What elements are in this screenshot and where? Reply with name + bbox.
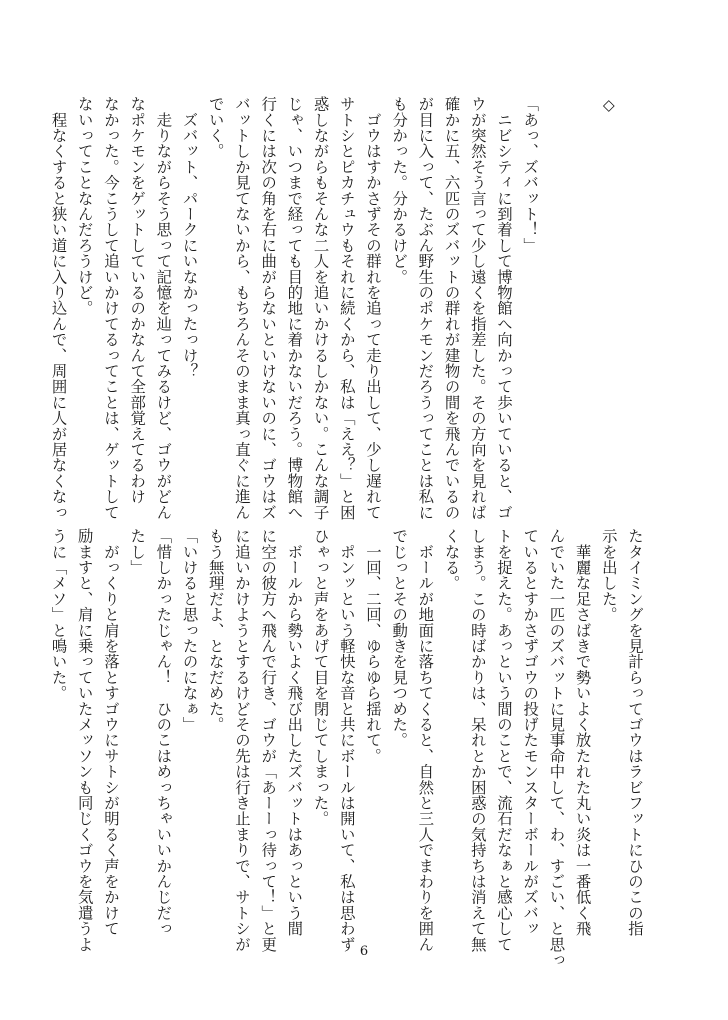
- text-line: 示を出した。: [599, 528, 618, 623]
- text-line: たタイミングを見計らってゴウはラビフットにひのこの指: [626, 528, 644, 937]
- text-line: 「いけると思ったのになぁ」: [180, 528, 199, 733]
- text-line: 励ますと、肩に乗っていたメッソンも同じくゴウを気遣うよ: [75, 528, 94, 952]
- text-line: 確かに五、六匹のズバットの群れが建物の間を飛んでいるの: [442, 96, 461, 520]
- page-number: 6: [359, 944, 369, 959]
- text-line: ないってことなんだろうけど。: [75, 96, 94, 316]
- text-line: ニビシティに到着して博物館へ向かって歩いていると、ゴ: [494, 96, 513, 520]
- text-line: くなる。: [442, 528, 461, 591]
- text-line: んでいた一匹のズバットに見事命中して、わ、すごい、と思っ: [547, 528, 566, 968]
- text-line: 程なくすると狭い道に入り込んで、周囲に人が居なくなっ: [49, 96, 68, 520]
- text-line: 「惜しかったじゃん！ ひのこはめっちゃいいかんじだっ: [154, 528, 173, 937]
- text-line: ひゃっと声をあげて目を閉じてしまった。: [311, 528, 330, 827]
- text-line: 華麗な足さばきで勢いよく放たれた丸い炎は一番低く飛: [573, 528, 592, 937]
- text-line: ゴウはすかさずその群れを追って走り出して、少し遅れて: [363, 96, 382, 520]
- text-line: に追いかけようとするけどその先は行き止まりで、サトシが: [232, 528, 251, 952]
- text-line: なかった。今こうして追いかけてるってことは、ゲットして: [101, 96, 120, 520]
- text-line: ウが突然そう言って少し遠くを指差した。その方向を見れば: [468, 96, 487, 520]
- text-line: に空の彼方へ飛んで行き、ゴウが「あーーっ待って！」と更: [259, 528, 278, 952]
- section-divider: ◇: [599, 96, 618, 115]
- text-line: なポケモンをゲットしているのかなんて全部覚えてるわけ: [128, 96, 147, 505]
- blank-line: [569, 96, 595, 496]
- lower-text-block: [45, 528, 648, 968]
- text-line: トを捉えた。あっという間のことで、流石だなぁと感心して: [494, 528, 513, 952]
- text-line: しまう。この時ばかりは、呆れとか困惑の気持ちは消えて無: [468, 528, 487, 952]
- text-line: でいく。: [206, 96, 225, 159]
- text-line: たし」: [128, 528, 147, 576]
- text-line: バットしか見てないから、もちろんそのまま真っ直ぐに進ん: [232, 96, 251, 520]
- text-line: うに「メソ」と鳴いた。: [49, 528, 68, 701]
- text-line: でじっとその動きを見つめた。: [390, 528, 409, 748]
- blank-line: [543, 96, 569, 496]
- text-line: ボールから勢いよく飛び出したズバットはあっという間: [285, 528, 304, 937]
- text-line: サトシとピカチュウもそれに続くから、私は「ええ？」と困: [337, 96, 356, 520]
- text-line: ズバット、パークにいなかったっけ？: [180, 96, 199, 379]
- text-line: 「あっ、ズバット！」: [521, 96, 540, 253]
- text-line: 行くには次の角を右に曲がらないといけないのに、ゴウはズ: [259, 96, 278, 520]
- blank-line: [622, 96, 648, 496]
- text-line: 惑しながらもそんな二人を追いかけるしかない。こんな調子: [311, 96, 330, 520]
- upper-text-block: [45, 96, 648, 520]
- text-line: ボールが地面に落ちてくると、自然と三人でまわりを囲ん: [416, 528, 435, 952]
- text-line: ポンッという軽快な音と共にボールは開いて、私は思わず: [337, 528, 356, 952]
- text-line: ているとすかさずゴウの投げたモンスターボールがズバッ: [521, 528, 540, 937]
- text-line: が目に入って、たぶん野生のポケモンだろうってことは私に: [416, 96, 435, 520]
- text-line: も分かった。分かるけど。: [390, 96, 409, 285]
- text-line: がっくりと肩を落とすゴウにサトシが明るく声をかけて: [101, 528, 120, 937]
- text-line: 走りながらそう思って記憶を辿ってみるけど、ゴウがどん: [154, 96, 173, 520]
- text-line: もう無理だよ、となだめた。: [206, 528, 225, 733]
- text-line: 一回、二回、ゆらゆら揺れて。: [363, 528, 382, 764]
- text-line: じゃ、いつまで経っても目的地に着かないだろう。博物館へ: [285, 96, 304, 520]
